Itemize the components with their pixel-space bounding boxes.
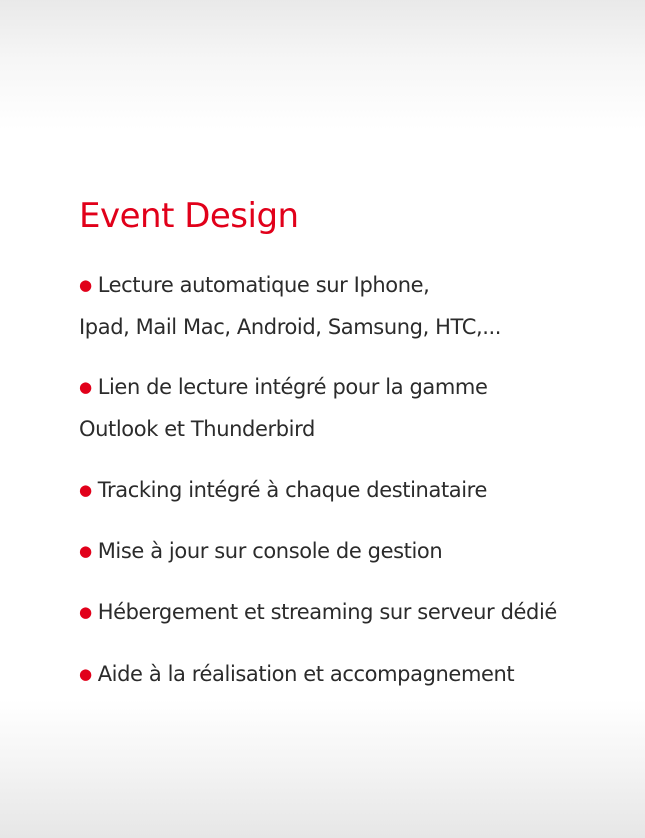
feature-text: Tracking intégré à chaque destinataire	[97, 478, 487, 502]
feature-text-continued: Ipad, Mail Mac, Android, Samsung, HTC,...	[79, 315, 502, 339]
bullet-icon: ●	[79, 276, 92, 294]
feature-text: Hébergement et streaming sur serveur dédié	[97, 600, 557, 624]
bullet-icon: ●	[79, 542, 92, 560]
bullet-icon: ●	[79, 665, 92, 683]
feature-item-console-update	[79, 530, 619, 572]
feature-text: Lecture automatique sur Iphone,	[97, 273, 430, 297]
bullet-icon: ●	[79, 481, 92, 499]
feature-text-continued: Outlook et Thunderbird	[79, 417, 315, 441]
bullet-icon: ●	[79, 603, 92, 621]
feature-item-tracking	[79, 469, 619, 511]
feature-item-support	[79, 653, 619, 695]
feature-item-hosting	[79, 591, 619, 633]
feature-text: Aide à la réalisation et accompagnement	[97, 662, 515, 686]
feature-item-playback-link	[79, 366, 619, 450]
bullet-icon: ●	[79, 378, 92, 396]
feature-text: Mise à jour sur console de gestion	[97, 539, 443, 563]
feature-item-autoplay	[79, 264, 619, 348]
page-title: Event Design	[79, 196, 299, 236]
feature-text: Lien de lecture intégré pour la gamme	[97, 375, 488, 399]
